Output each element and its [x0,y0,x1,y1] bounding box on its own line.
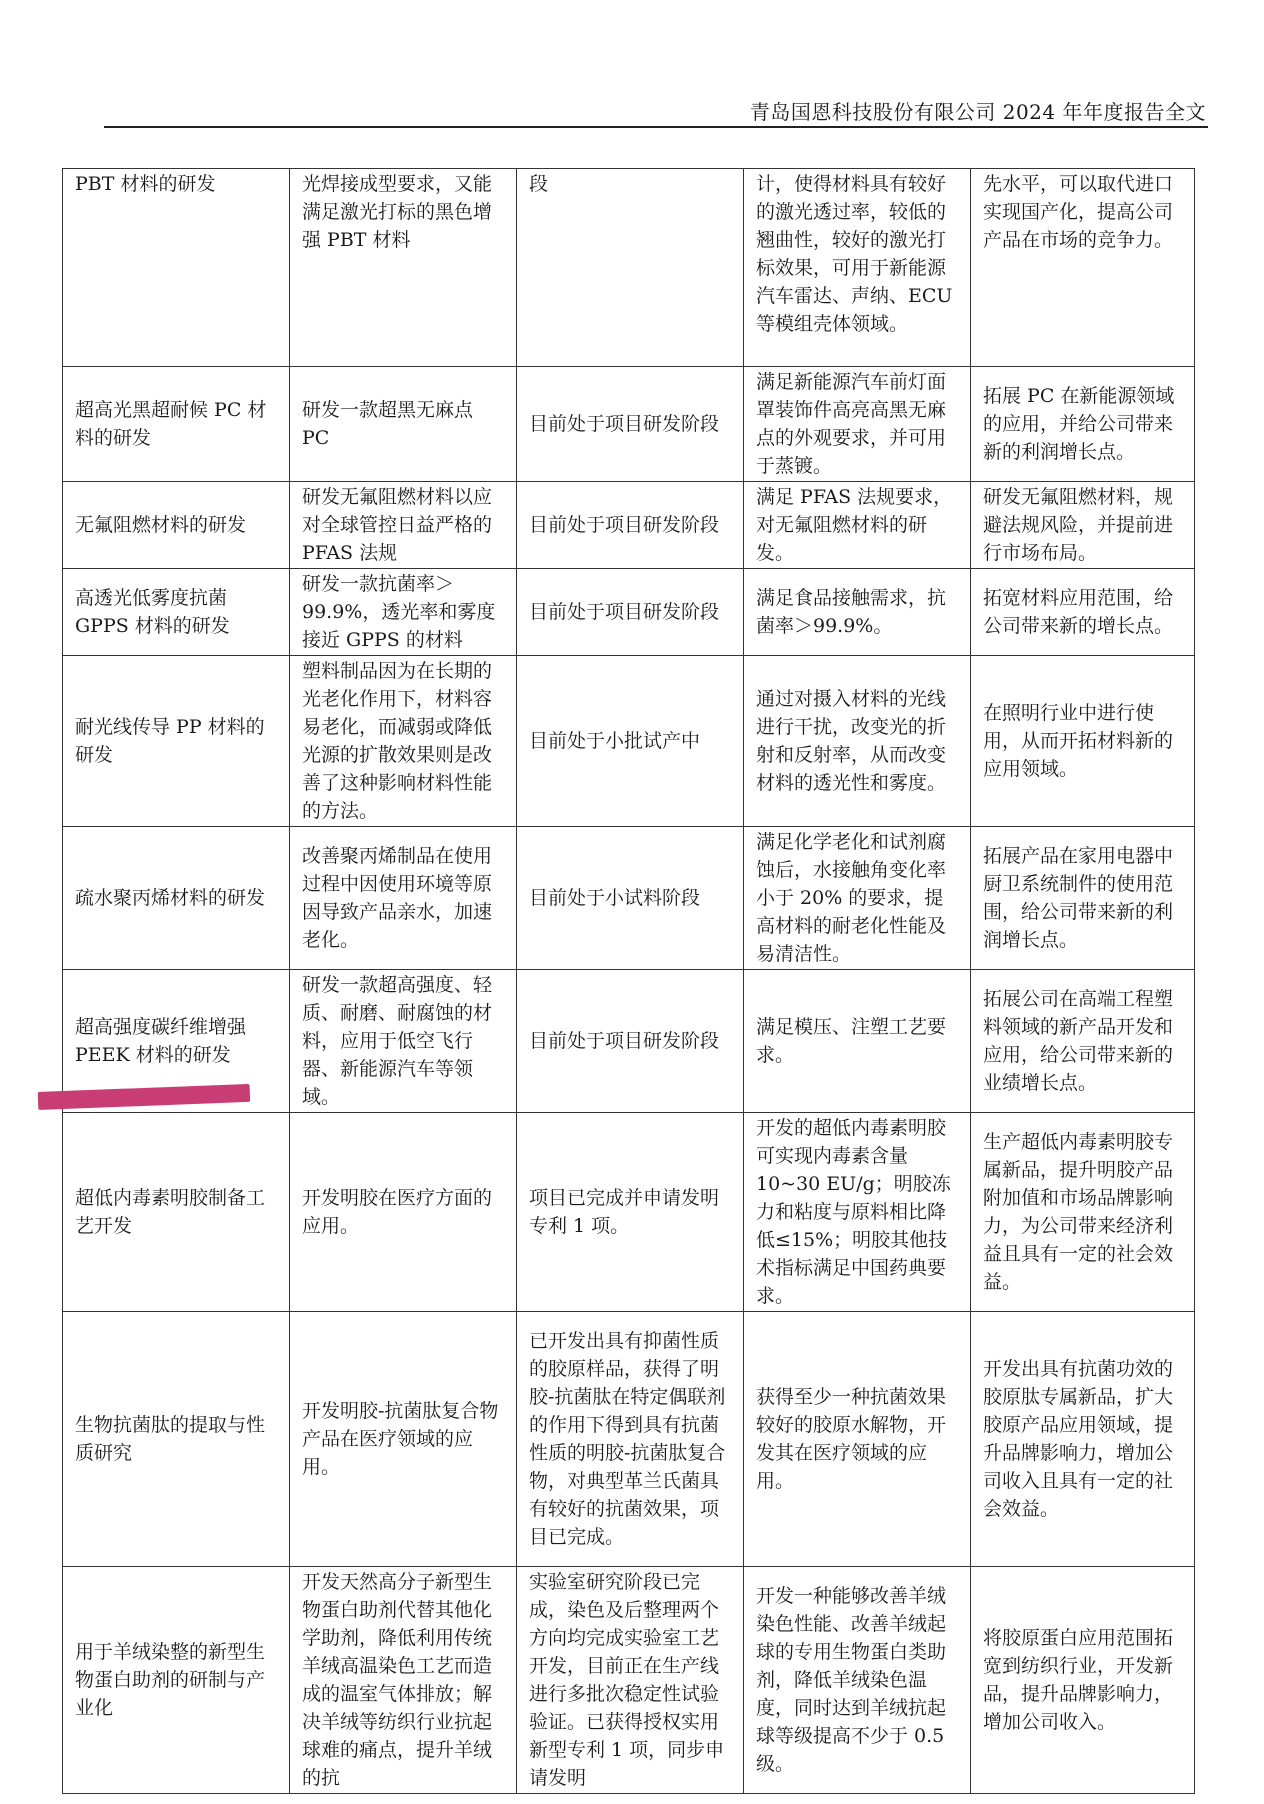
project-progress-cell: 实验室研究阶段已完成，染色及后整理两个方向均完成实验室工艺开发，目前正在生产线进行多批次稳定性试验验证。已获得授权实用新型专利 1 项，同步申请发明 [517,1567,744,1794]
project-progress-cell: 目前处于小试料阶段 [517,827,744,970]
project-goal-cell: 研发一款抗菌率＞99.9%，透光率和雾度接近 GPPS 的材料 [290,569,517,656]
project-progress-cell: 已开发出具有抑菌性质的胶原样品，获得了明胶-抗菌肽在特定偶联剂的作用下得到具有抗菌性质的明胶-抗菌肽复合物，对典型革兰氏菌具有较好的抗菌效果，项目已完成。 [517,1312,744,1567]
table-row [63,569,1195,656]
project-impact-cell: 研发无氟阻燃材料，规避法规风险，并提前进行市场布局。 [971,482,1195,569]
project-target-cell: 满足新能源汽车前灯面罩装饰件高亮高黑无麻点的外观要求，并可用于蒸镀。 [744,367,971,482]
project-goal-cell: 改善聚丙烯制品在使用过程中因使用环境等原因导致产品亲水，加速老化。 [290,827,517,970]
project-impact-cell: 开发出具有抗菌功效的胶原肽专属新品，扩大胶原产品应用领域，提升品牌影响力，增加公司收入且具有一定的社会效益。 [971,1312,1195,1567]
project-goal-cell: 开发明胶在医疗方面的应用。 [290,1113,517,1312]
project-name-cell: 高透光低雾度抗菌 GPPS 材料的研发 [63,569,290,656]
project-name-cell: 用于羊绒染整的新型生物蛋白助剂的研制与产业化 [63,1567,290,1794]
project-progress-cell: 目前处于项目研发阶段 [517,482,744,569]
project-target-cell: 开发的超低内毒素明胶可实现内毒素含量 10~30 EU/g；明胶冻力和粘度与原料相比降低≤15%；明胶其他技术指标满足中国药典要求。 [744,1113,971,1312]
header-rule [104,126,1208,128]
project-name-cell: 超低内毒素明胶制备工艺开发 [63,1113,290,1312]
project-impact-cell: 先水平，可以取代进口实现国产化，提高公司产品在市场的竞争力。 [971,169,1195,367]
project-progress-cell: 目前处于项目研发阶段 [517,970,744,1113]
table-row [63,482,1195,569]
table-row [63,367,1195,482]
page-header: 青岛国恩科技股份有限公司 2024 年年度报告全文 [749,100,1206,124]
project-name-cell: 耐光线传导 PP 材料的研发 [63,656,290,827]
project-name-cell: 超高光黑超耐候 PC 材料的研发 [63,367,290,482]
project-goal-cell: 研发一款超黑无麻点 PC [290,367,517,482]
project-impact-cell: 拓展公司在高端工程塑料领域的新产品开发和应用，给公司带来新的业绩增长点。 [971,970,1195,1113]
table-row [63,1113,1195,1312]
project-target-cell: 获得至少一种抗菌效果较好的胶原水解物，开发其在医疗领域的应用。 [744,1312,971,1567]
project-impact-cell: 拓展 PC 在新能源领域的应用，并给公司带来新的利润增长点。 [971,367,1195,482]
project-goal-cell: 开发明胶-抗菌肽复合物产品在医疗领域的应用。 [290,1312,517,1567]
project-impact-cell: 将胶原蛋白应用范围拓宽到纺织行业，开发新品，提升品牌影响力，增加公司收入。 [971,1567,1195,1794]
project-name-cell: 疏水聚丙烯材料的研发 [63,827,290,970]
table-row [63,169,1195,367]
project-progress-cell: 项目已完成并申请发明专利 1 项。 [517,1113,744,1312]
project-name-cell: 无氟阻燃材料的研发 [63,482,290,569]
table-row [63,827,1195,970]
project-target-cell: 满足化学老化和试剂腐蚀后，水接触角变化率小于 20% 的要求，提高材料的耐老化性能及易清洁性。 [744,827,971,970]
project-goal-cell: 研发无氟阻燃材料以应对全球管控日益严格的 PFAS 法规 [290,482,517,569]
project-impact-cell: 拓宽材料应用范围，给公司带来新的增长点。 [971,569,1195,656]
project-target-cell: 通过对摄入材料的光线进行干扰，改变光的折射和反射率，从而改变材料的透光性和雾度。 [744,656,971,827]
table-row [63,1567,1195,1794]
project-goal-cell: 研发一款超高强度、轻质、耐磨、耐腐蚀的材料，应用于低空飞行器、新能源汽车等领域。 [290,970,517,1113]
project-progress-cell: 目前处于项目研发阶段 [517,367,744,482]
project-impact-cell: 生产超低内毒素明胶专属新品，提升明胶产品附加值和市场品牌影响力，为公司带来经济利益且具有一定的社会效益。 [971,1113,1195,1312]
project-goal-cell: 光焊接成型要求，又能满足激光打标的黑色增强 PBT 材料 [290,169,517,367]
project-target-cell: 满足 PFAS 法规要求，对无氟阻燃材料的研发。 [744,482,971,569]
project-name-cell: 生物抗菌肽的提取与性质研究 [63,1312,290,1567]
project-name-cell: PBT 材料的研发 [63,169,290,367]
project-target-cell: 开发一种能够改善羊绒染色性能、改善羊绒起球的专用生物蛋白类助剂，降低羊绒染色温度，同时达到羊绒抗起球等级提高不少于 0.5 级。 [744,1567,971,1794]
project-goal-cell: 开发天然高分子新型生物蛋白助剂代替其他化学助剂，降低利用传统羊绒高温染色工艺而造成的温室气体排放；解决羊绒等纺织行业抗起球难的痛点，提升羊绒的抗 [290,1567,517,1794]
project-goal-cell: 塑料制品因为在长期的光老化作用下，材料容易老化，而减弱或降低光源的扩散效果则是改善了这种影响材料性能的方法。 [290,656,517,827]
project-impact-cell: 拓展产品在家用电器中厨卫系统制件的使用范围，给公司带来新的利润增长点。 [971,827,1195,970]
project-impact-cell: 在照明行业中进行使用，从而开拓材料新的应用领域。 [971,656,1195,827]
table-row [63,656,1195,827]
table-row [63,1312,1195,1567]
project-progress-cell: 目前处于小批试产中 [517,656,744,827]
rd-projects-table [62,168,1195,1794]
project-target-cell: 计，使得材料具有较好的激光透过率，较低的翘曲性，较好的激光打标效果，可用于新能源汽车雷达、声纳、ECU 等模组壳体领域。 [744,169,971,367]
project-name-cell: 超高强度碳纤维增强 PEEK 材料的研发 [63,970,290,1113]
project-progress-cell: 目前处于项目研发阶段 [517,569,744,656]
project-target-cell: 满足模压、注塑工艺要求。 [744,970,971,1113]
project-target-cell: 满足食品接触需求，抗菌率＞99.9%。 [744,569,971,656]
project-progress-cell: 段 [517,169,744,367]
